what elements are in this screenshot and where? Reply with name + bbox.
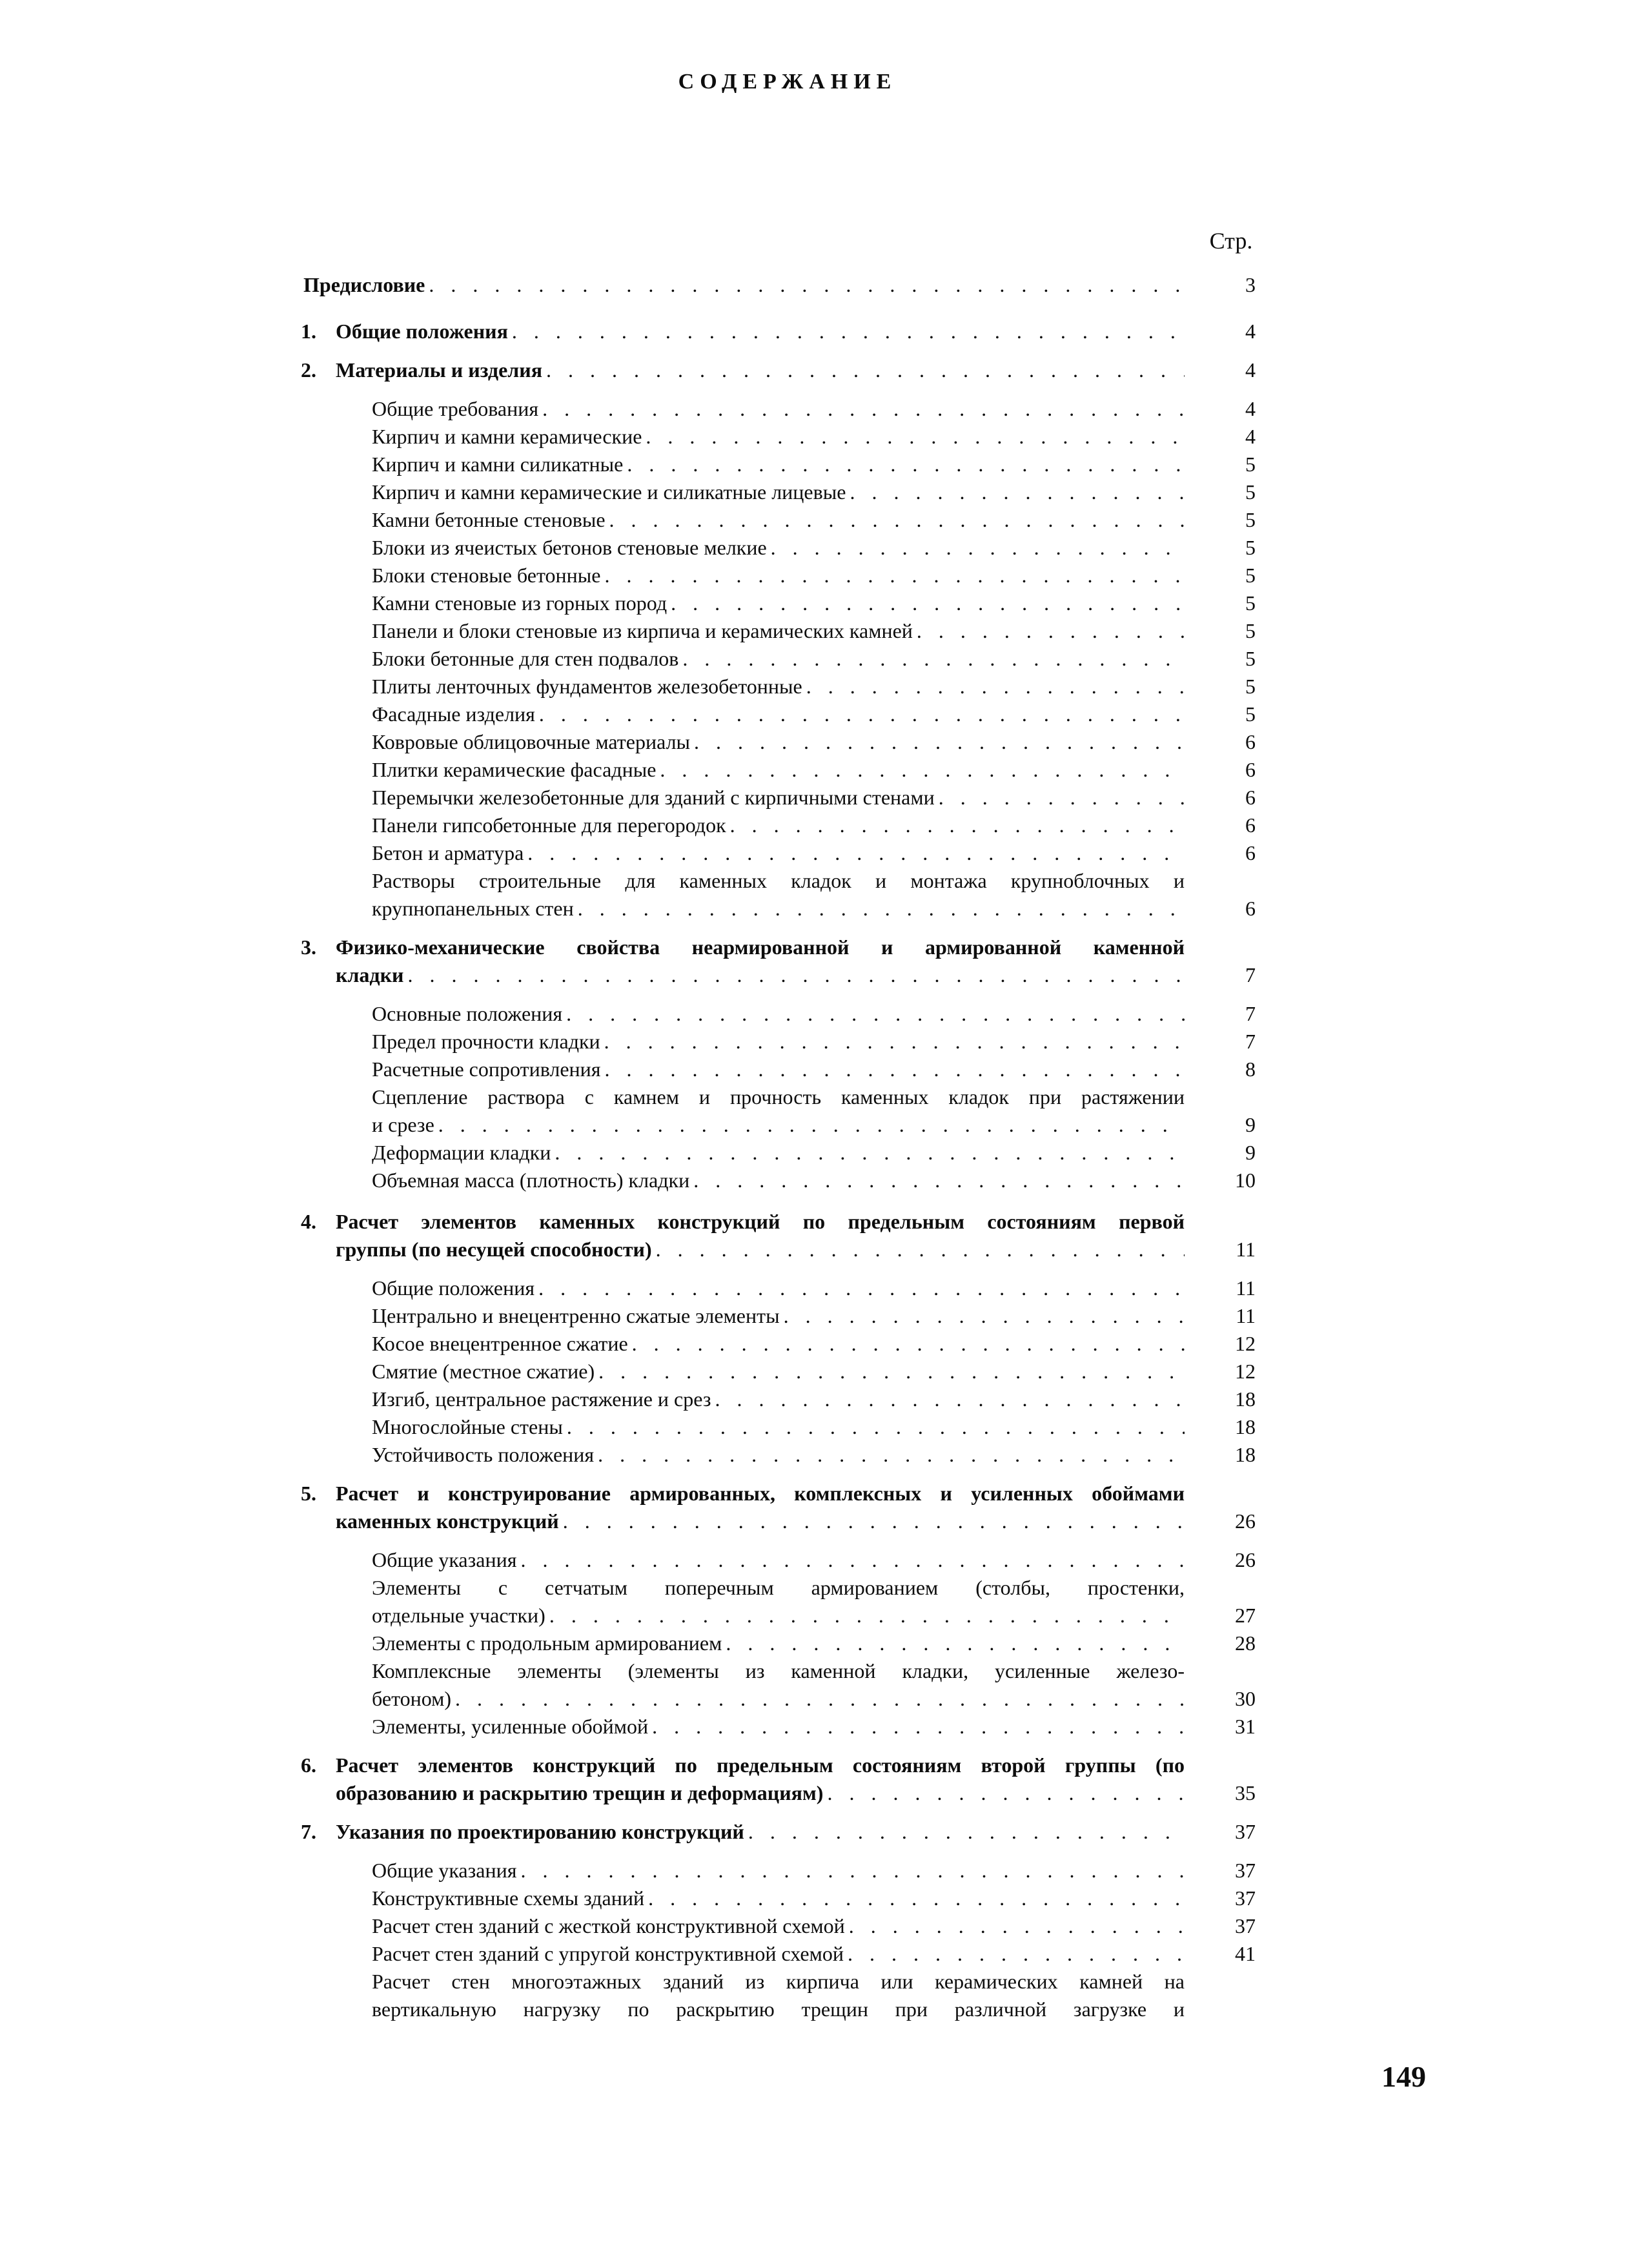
toc-entry-title-line: Конструктивные схемы зданий <box>372 1886 645 1910</box>
toc-entry-title-line: Основные положения <box>372 1002 563 1025</box>
toc-subsection <box>372 728 1256 756</box>
dot-leader <box>694 728 1185 756</box>
dot-leader <box>598 1441 1185 1469</box>
toc-section <box>301 1480 1256 1535</box>
toc-entry-title-line: Объемная масса (плотность) кладки <box>372 1169 690 1192</box>
toc-entry-title-line: Расчет элементов каменных конструкций по предельным состояниям первой <box>336 1210 1185 1233</box>
toc-entry-title-line: Общие требования <box>372 397 539 420</box>
toc-entry-title-line: Смятие (местное сжатие) <box>372 1360 595 1383</box>
dot-leader <box>520 1546 1185 1574</box>
toc-subsection <box>372 1912 1256 1940</box>
toc-entry-title-line: кладки <box>336 963 404 986</box>
toc-subsection <box>372 1167 1256 1194</box>
toc-entry-title-line: Блоки из ячеистых бетонов стеновые мелкие <box>372 536 767 559</box>
toc-entry-title-line: Перемычки железобетонные для зданий с кирпичными стенами <box>372 786 935 809</box>
toc-page-number: 5 <box>1245 453 1256 476</box>
toc-page-number: 6 <box>1245 758 1256 781</box>
toc-entry-title-line: Физико-механические свойства неармированной и армированной каменной <box>336 935 1185 959</box>
toc-entry-title-line: Растворы строительные для каменных кладок и монтажа крупноблочных и <box>372 869 1185 892</box>
toc-subsection <box>372 506 1256 534</box>
toc-entry-title-line: Кирпич и камни керамические и силикатные лицевые <box>372 480 846 504</box>
toc-subsection <box>372 1546 1256 1574</box>
toc-entry-title-line: Расчет и конструирование армированных, комплексных и усиленных обоймами <box>336 1482 1185 1505</box>
toc-subsection <box>372 839 1256 867</box>
toc-page-number: 5 <box>1245 647 1256 670</box>
toc-entry-title-line: Многослойные стены <box>372 1415 563 1438</box>
toc-entry-title-line: Комплексные элементы (элементы из каменной кладки, усиленные железо- <box>372 1659 1185 1682</box>
toc-page-number: 18 <box>1235 1443 1256 1466</box>
toc-page-number: 8 <box>1245 1057 1256 1081</box>
toc-entry-title-line: Блоки бетонные для стен подвалов <box>372 647 679 670</box>
dot-leader <box>546 356 1185 384</box>
toc-page-number: 5 <box>1245 675 1256 698</box>
toc-page-number: 4 <box>1245 397 1256 420</box>
dot-leader <box>539 700 1185 728</box>
dot-leader <box>429 271 1185 299</box>
toc-entry-title-line: Сцепление раствора с камнем и прочность каменных кладок при растяжении <box>372 1085 1185 1108</box>
toc-subsection <box>372 1000 1256 1028</box>
toc-subsection <box>372 534 1256 562</box>
toc-page-number: 37 <box>1235 1886 1256 1910</box>
toc-page-number: 3 <box>1245 273 1256 296</box>
toc-entry-title-line: Общие положения <box>372 1276 535 1300</box>
toc-subsection <box>372 700 1256 728</box>
toc-section <box>301 1752 1256 1807</box>
toc-entry-title-line: Предел прочности кладки <box>372 1030 600 1053</box>
toc-subsection <box>372 478 1256 506</box>
toc-page-number: 5 <box>1245 564 1256 587</box>
toc-page-number: 12 <box>1235 1360 1256 1383</box>
toc-entry-title-line: Материалы и изделия <box>336 358 542 382</box>
toc-page-number: 35 <box>1235 1781 1256 1804</box>
toc-section <box>301 1208 1256 1263</box>
toc-section <box>301 1818 1256 1846</box>
toc-page-number: 5 <box>1245 702 1256 726</box>
toc-entry-title-line: Изгиб, центральное растяжение и срез <box>372 1387 711 1411</box>
toc-entry-title-line: Расчет стен зданий с упругой конструктивной схемой <box>372 1942 844 1965</box>
toc-subsection <box>372 1857 1256 1885</box>
toc-entry-title-line: Камни бетонные стеновые <box>372 508 606 531</box>
toc-entry-title-line: образованию и раскрытию трещин и деформациям) <box>336 1781 824 1804</box>
dot-leader <box>609 506 1185 534</box>
toc-entry-title-line: Плитки керамические фасадные <box>372 758 657 781</box>
dot-leader <box>567 1413 1185 1441</box>
section-number: 4. <box>301 1210 316 1233</box>
toc-page-number: 7 <box>1245 1002 1256 1025</box>
toc-page-number: 27 <box>1235 1604 1256 1627</box>
toc-entry-title-line: Блоки стеновые бетонные <box>372 564 601 587</box>
toc-page-number: 6 <box>1245 813 1256 837</box>
toc-page-number: 5 <box>1245 480 1256 504</box>
dot-leader <box>726 1629 1185 1657</box>
toc-subsection <box>372 867 1256 923</box>
toc-subsection <box>372 812 1256 839</box>
dot-leader <box>850 478 1185 506</box>
toc-entry-title-line: группы (по несущей способности) <box>336 1238 652 1261</box>
dot-leader <box>527 839 1185 867</box>
toc-subsection <box>372 673 1256 700</box>
toc-subsection <box>372 756 1256 784</box>
page-column-header: Стр. <box>1209 228 1253 254</box>
toc-subsection <box>372 395 1256 423</box>
dot-leader <box>648 1885 1185 1912</box>
section-number: 3. <box>301 935 316 959</box>
dot-leader <box>632 1330 1185 1358</box>
toc-page-number: 37 <box>1235 1914 1256 1937</box>
dot-leader <box>512 318 1185 345</box>
toc-entry-title-line: Камни стеновые из горных пород <box>372 591 667 615</box>
toc-entry-title-line: Бетон и арматура <box>372 841 524 864</box>
toc-page-number: 7 <box>1245 963 1256 986</box>
toc-page-number: 41 <box>1235 1942 1256 1965</box>
toc-entry-title-line: и срезе <box>372 1113 434 1136</box>
dot-leader <box>806 673 1185 700</box>
dot-leader <box>849 1912 1185 1940</box>
toc-page-number: 37 <box>1235 1820 1256 1843</box>
dot-leader <box>566 1000 1185 1028</box>
dot-leader <box>771 534 1185 562</box>
dot-leader <box>605 1056 1185 1083</box>
toc-entry-title-line: Расчет стен зданий с жесткой конструктивной схемой <box>372 1914 845 1937</box>
toc-entry-title-line: Фасадные изделия <box>372 702 535 726</box>
toc-section <box>301 318 1256 345</box>
toc-page-number: 6 <box>1245 730 1256 753</box>
section-number: 6. <box>301 1753 316 1777</box>
toc-subsection <box>372 1441 1256 1469</box>
toc-page-number: 6 <box>1245 897 1256 920</box>
toc-subsection <box>372 562 1256 589</box>
dot-leader <box>671 589 1185 617</box>
toc-entry-title-line: Общие указания <box>372 1859 517 1882</box>
dot-leader <box>598 1358 1185 1385</box>
dot-leader <box>455 1685 1185 1713</box>
section-number: 7. <box>301 1820 316 1843</box>
dot-leader <box>748 1818 1185 1846</box>
toc-entry-title-line: бетоном) <box>372 1687 452 1710</box>
toc-page-number: 26 <box>1235 1548 1256 1571</box>
toc-page-number: 7 <box>1245 1030 1256 1053</box>
toc-page-number: 11 <box>1236 1238 1256 1261</box>
dot-leader <box>660 756 1185 784</box>
toc-entry-title-line: Расчет элементов конструкций по предельным состояниям второй группы (по <box>336 1753 1185 1777</box>
toc-page-number: 10 <box>1235 1169 1256 1192</box>
toc-page-number: 18 <box>1235 1415 1256 1438</box>
toc-entry-title-line: Устойчивость положения <box>372 1443 595 1466</box>
dot-leader <box>652 1713 1185 1741</box>
toc-entry-title-line: вертикальную нагрузку по раскрытию трещин при различной загрузке и <box>372 1997 1185 2021</box>
dot-leader <box>784 1302 1185 1330</box>
toc-entry-title-line: Кирпич и камни силикатные <box>372 453 624 476</box>
toc-section <box>301 934 1256 989</box>
toc-page-number: 5 <box>1245 619 1256 642</box>
toc-subsection <box>372 1083 1256 1139</box>
dot-leader <box>848 1940 1185 1968</box>
dot-leader <box>627 451 1185 478</box>
toc-page-number: 31 <box>1235 1715 1256 1738</box>
toc-subsection <box>372 1385 1256 1413</box>
toc-page-number: 6 <box>1245 841 1256 864</box>
toc-entry-title-line: Расчет стен многоэтажных зданий из кирпича или керамических камней на <box>372 1970 1185 1993</box>
toc-entry-title-line: Панели гипсобетонные для перегородок <box>372 813 726 837</box>
toc-page-number: 11 <box>1236 1304 1256 1327</box>
toc-subsection <box>372 1139 1256 1167</box>
toc-subsection <box>372 1574 1256 1629</box>
toc-entry-title-line: Указания по проектированию конструкций <box>336 1820 744 1843</box>
toc-subsection <box>372 1028 1256 1056</box>
dot-leader <box>646 423 1185 451</box>
toc-page-number: 37 <box>1235 1859 1256 1882</box>
toc-subsection <box>372 1274 1256 1302</box>
toc-page-number: 18 <box>1235 1387 1256 1411</box>
toc-section <box>303 271 1256 299</box>
toc-page-number: 6 <box>1245 786 1256 809</box>
toc-entry-title-line: Расчетные сопротивления <box>372 1057 601 1081</box>
toc-entry-title-line: отдельные участки) <box>372 1604 545 1627</box>
toc-page-number: 9 <box>1245 1141 1256 1164</box>
dot-leader <box>827 1779 1185 1807</box>
toc-subsection <box>372 1629 1256 1657</box>
toc-page-number: 5 <box>1245 591 1256 615</box>
toc-subsection <box>372 1302 1256 1330</box>
toc-entry-title-line: Элементы с сетчатым поперечным армированием (столбы, простенки, <box>372 1576 1185 1599</box>
toc-entry-title-line: каменных конструкций <box>336 1509 559 1533</box>
page-number: 149 <box>1381 2060 1426 2093</box>
toc-page-number: 4 <box>1245 425 1256 448</box>
dot-leader <box>438 1111 1185 1139</box>
toc-subsection <box>372 645 1256 673</box>
section-number: 5. <box>301 1482 316 1505</box>
toc-page-number: 11 <box>1236 1276 1256 1300</box>
section-number: 1. <box>301 320 316 343</box>
toc-page-number: 5 <box>1245 508 1256 531</box>
dot-leader <box>542 395 1185 423</box>
toc-subsection <box>372 1713 1256 1741</box>
dot-leader <box>407 961 1185 989</box>
dot-leader <box>538 1274 1185 1302</box>
toc-subsection <box>372 617 1256 645</box>
toc-subsection <box>372 1056 1256 1083</box>
toc-page-number: 9 <box>1245 1113 1256 1136</box>
toc-subsection <box>372 589 1256 617</box>
section-number: 2. <box>301 358 316 382</box>
page-title: СОДЕРЖАНИЕ <box>678 70 897 94</box>
toc-entry-title-line: Косое внецентренное сжатие <box>372 1332 628 1355</box>
dot-leader <box>563 1507 1185 1535</box>
toc-page-number: 4 <box>1245 358 1256 382</box>
toc-entry-title-line: Общие положения <box>336 320 508 343</box>
toc-page-number: 26 <box>1235 1509 1256 1533</box>
dot-leader <box>555 1139 1185 1167</box>
toc-subsection <box>372 1358 1256 1385</box>
toc-subsection <box>372 451 1256 478</box>
toc-page-number: 5 <box>1245 536 1256 559</box>
toc-entry-title-line: Предисловие <box>303 273 425 296</box>
toc-subsection <box>372 784 1256 812</box>
toc-entry-title-line: Ковровые облицовочные материалы <box>372 730 691 753</box>
dot-leader <box>715 1385 1185 1413</box>
toc-entry-title-line: Плиты ленточных фундаментов железобетонные <box>372 675 802 698</box>
dot-leader <box>656 1236 1185 1263</box>
dot-leader <box>693 1167 1185 1194</box>
toc-entry-title-line: Общие указания <box>372 1548 517 1571</box>
dot-leader <box>520 1857 1185 1885</box>
dot-leader <box>605 562 1185 589</box>
toc-entry-title-line: Панели и блоки стеновые из кирпича и керамических камней <box>372 619 913 642</box>
toc-page-number: 30 <box>1235 1687 1256 1710</box>
toc-subsection <box>372 1968 1185 2023</box>
dot-leader <box>578 895 1185 923</box>
toc-section <box>301 356 1256 384</box>
dot-leader <box>549 1602 1185 1629</box>
toc-entry-title-line: Элементы с продольным армированием <box>372 1631 722 1655</box>
toc-subsection <box>372 1413 1256 1441</box>
dot-leader <box>730 812 1185 839</box>
toc-page-number: 4 <box>1245 320 1256 343</box>
toc-page-number: 12 <box>1235 1332 1256 1355</box>
toc-entry-title-line: Центрально и внецентренно сжатые элементы <box>372 1304 780 1327</box>
toc-subsection <box>372 1940 1256 1968</box>
toc-entry-title-line: Элементы, усиленные обоймой <box>372 1715 649 1738</box>
dot-leader <box>604 1028 1185 1056</box>
dot-leader <box>939 784 1185 812</box>
toc-subsection <box>372 1885 1256 1912</box>
toc-subsection <box>372 423 1256 451</box>
toc-entry-title-line: Деформации кладки <box>372 1141 551 1164</box>
toc-subsection <box>372 1330 1256 1358</box>
toc-page-number: 28 <box>1235 1631 1256 1655</box>
dot-leader <box>682 645 1185 673</box>
toc-subsection <box>372 1657 1256 1713</box>
dot-leader <box>917 617 1185 645</box>
toc-entry-title-line: крупнопанельных стен <box>372 897 574 920</box>
toc-entry-title-line: Кирпич и камни керамические <box>372 425 642 448</box>
